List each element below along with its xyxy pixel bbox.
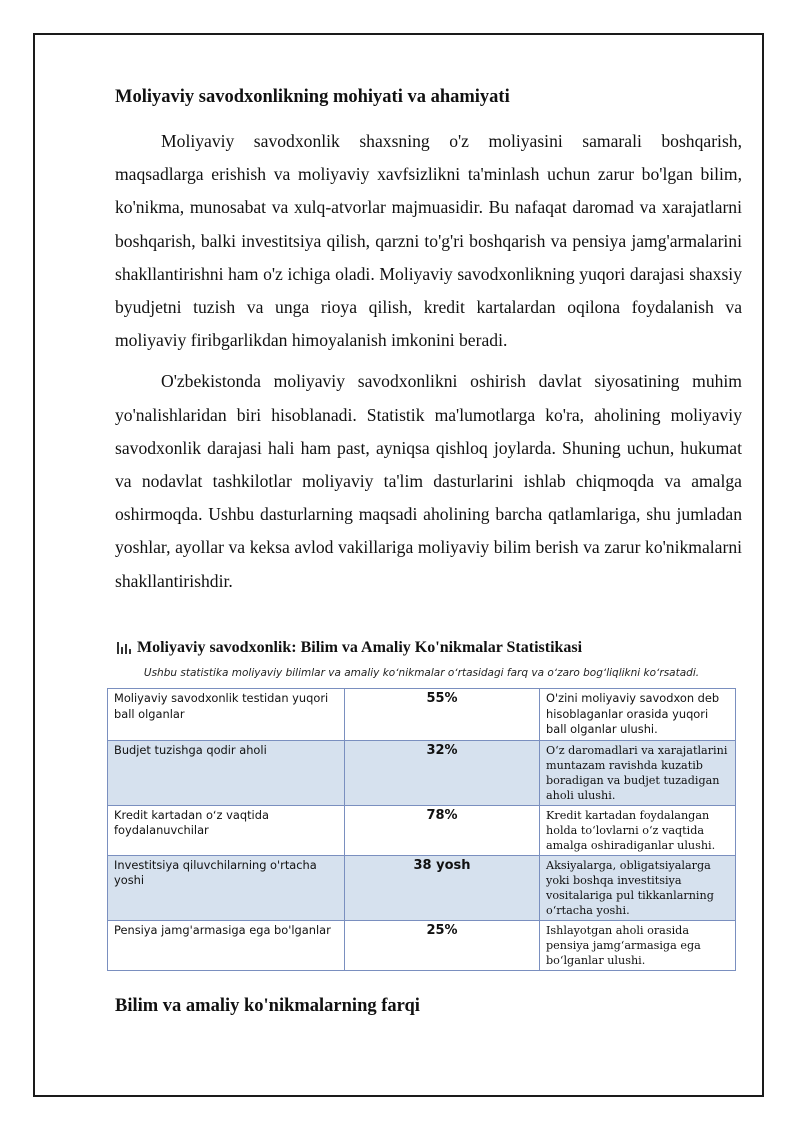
row-note: Aksiyalarga, obligatsiyalarga yoki boshqa investitsiya vositalariga pul tikkanlarning oʻrtacha yoshi. xyxy=(540,855,736,920)
paragraph-1: Moliyaviy savodxonlik shaxsning o'z moliyasini samarali boshqarish, maqsadlarga erishish va moliyaviy xavfsizlikni ta'minlash uchun zarur bo'lgan bilim, ko'nikma, munosabat va xulq-atvorlar majmuasidir. Bu nafaqat daromad va xarajatlarni boshqarish, balki investitsiya qilish, qarzni to'g'ri boshqarish va pensiya jamg'armalarini shakllantirishni ham o'z ichiga oladi. Moliyaviy savodxonlikning yuqori darajasi shaxsiy byudjetni tuzish va unga rioya qilish, kredit kartalardan oqilona foydalanish va moliyaviy firibgarlikdan himoyalanish imkonini beradi. xyxy=(115,131,742,351)
row-label: Moliyaviy savodxonlik testidan yuqori ball olganlar xyxy=(108,689,345,741)
table-row xyxy=(108,805,736,855)
table-row xyxy=(108,920,736,970)
bar-chart-icon xyxy=(117,642,131,654)
table-title: Moliyaviy savodxonlik: Bilim va Amaliy Ko'nikmalar Statistikasi xyxy=(137,639,583,656)
row-value: 78% xyxy=(345,805,540,855)
table-row xyxy=(108,855,736,920)
row-note: Kredit kartadan foydalangan holda toʻlovlarni oʻz vaqtida amalga oshiradiganlar ulushi. xyxy=(540,805,736,855)
row-label: Investitsiya qiluvchilarning o'rtacha yoshi xyxy=(108,855,345,920)
row-value: 32% xyxy=(345,740,540,805)
main-content xyxy=(115,84,742,606)
row-note: Ishlayotgan aholi orasida pensiya jamgʻarmasiga ega boʻlganlar ulushi. xyxy=(540,920,736,970)
table-caption: Ushbu statistika moliyaviy bilimlar va amaliy koʻnikmalar oʻrtasidagi farq va oʻzaro bogʻliqlikni koʻrsatadi. xyxy=(143,667,700,679)
row-value: 55% xyxy=(345,689,540,741)
row-value: 25% xyxy=(345,920,540,970)
paragraph-2: O'zbekistonda moliyaviy savodxonlikni oshirish davlat siyosatining muhim yo'nalishlaridan biri hisoblanadi. Statistik ma'lumotlarga ko'ra, aholining moliyaviy savodxonlik darajasi hali ham past, ayniqsa qishloq joylarda. Shuning uchun, hukumat va nodavlat tashkilotlar moliyaviy ta'lim dasturlarini ishlab chiqmoqda va amalga oshirmoqda. Ushbu dasturlarning maqsadi aholining barcha qatlamlariga, shu jumladan yoshlar, ayollar va keksa avlod vakillariga moliyaviy bilim berish va zarur ko'nikmalarni shakllantirishdir. xyxy=(115,371,742,591)
row-value: 38 yosh xyxy=(345,855,540,920)
statistics-table xyxy=(107,688,736,971)
section-heading-2: Bilim va amaliy ko'nikmalarning farqi xyxy=(115,996,420,1016)
table-row xyxy=(108,740,736,805)
row-note: Oʻz daromadlari va xarajatlarini muntazam ravishda kuzatib boradigan va budjet tuzadigan aholi ulushi. xyxy=(540,740,736,805)
row-label: Pensiya jamg'armasiga ega bo'lganlar xyxy=(108,920,345,970)
section-heading: Moliyaviy savodxonlikning mohiyati va ahamiyati xyxy=(115,87,510,107)
row-note: O'zini moliyaviy savodxon deb hisoblaganlar orasida yuqori ball olganlar ulushi. xyxy=(540,689,736,741)
row-label: Kredit kartadan oʻz vaqtida foydalanuvchilar xyxy=(108,805,345,855)
table-title-row xyxy=(117,636,736,660)
statistics-table-block xyxy=(107,636,736,971)
row-label: Budjet tuzishga qodir aholi xyxy=(108,740,345,805)
table-row xyxy=(108,689,736,741)
